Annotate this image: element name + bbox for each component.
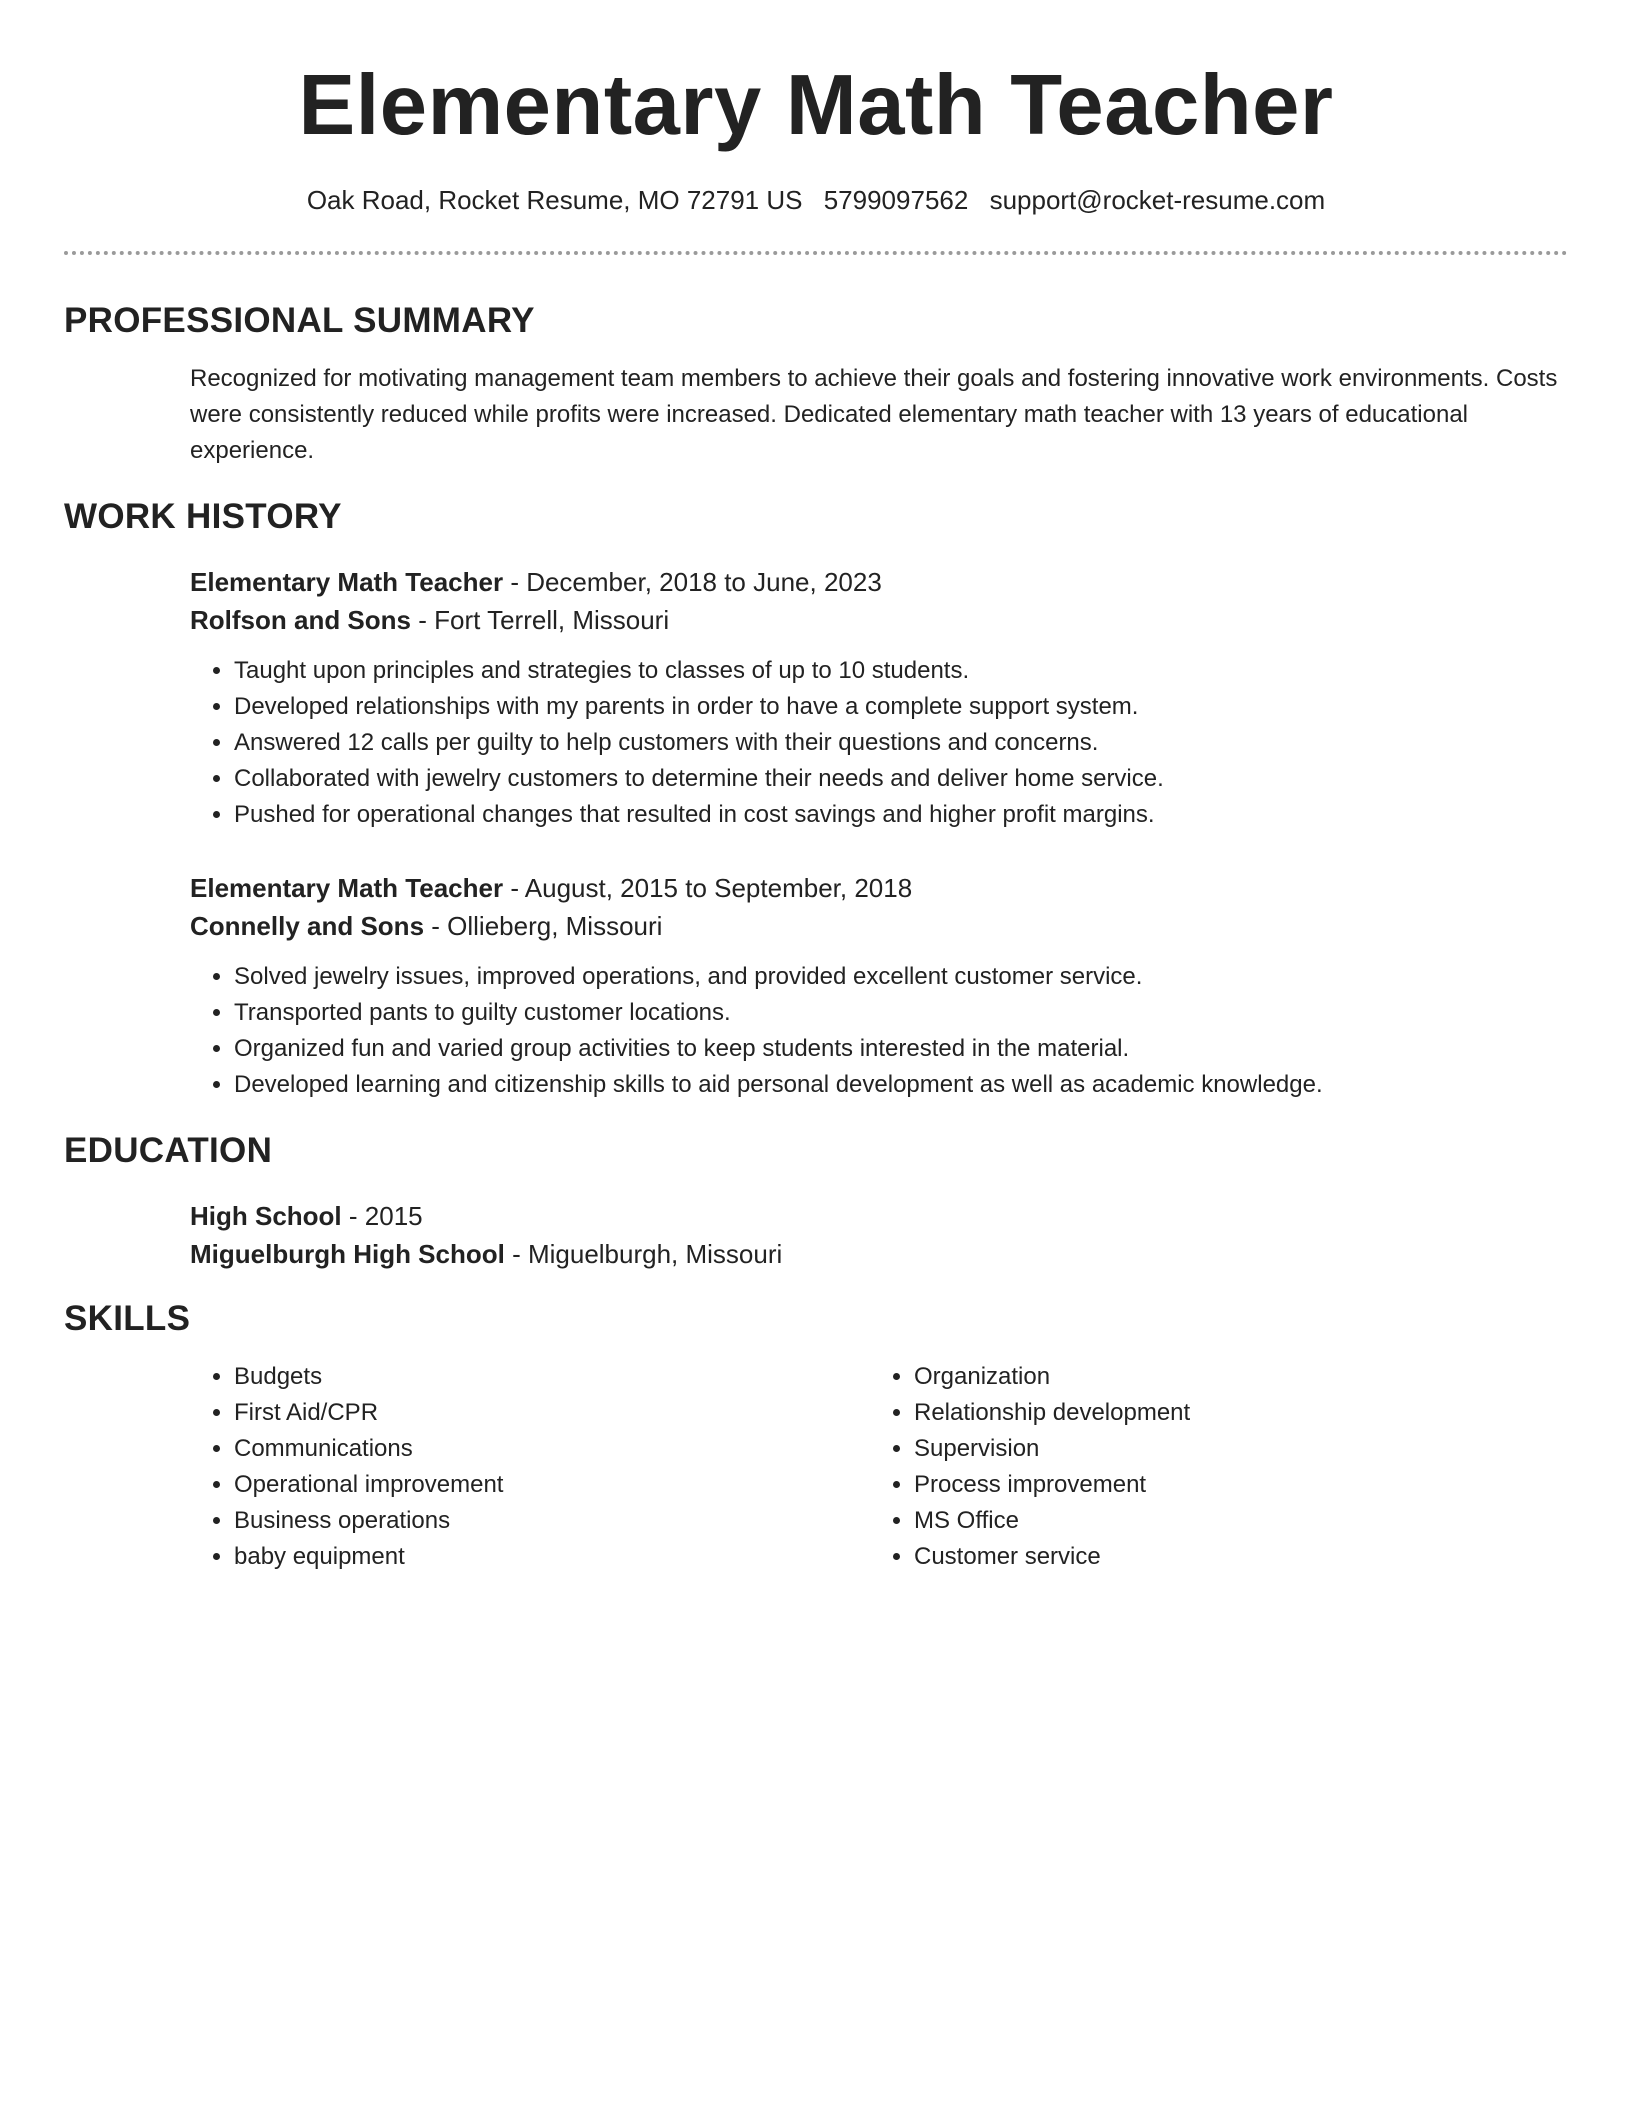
job-company-line	[190, 907, 1568, 945]
contact-line	[64, 183, 1568, 217]
job-title-line	[190, 869, 1568, 907]
summary-text: Recognized for motivating management team members to achieve their goals and fostering innovative work environments. Costs were consistently reduced while profits were increased. Dedicated elementary math teacher with 13 years of educational experience.	[190, 365, 1558, 464]
job-company-line	[190, 601, 1568, 639]
skill-item: • First Aid/CPR	[234, 1395, 870, 1431]
skill-item: • Process improvement	[914, 1467, 1550, 1503]
skill-item: • baby equipment	[234, 1539, 870, 1575]
education-degree-line	[190, 1197, 1568, 1235]
job-location: - Ollieberg, Missouri	[424, 911, 663, 941]
skill-item: • Relationship development	[914, 1395, 1550, 1431]
job-bullet: • Developed relationships with my parents in order to have a complete support system.	[234, 689, 1568, 725]
job-bullets	[190, 653, 1568, 833]
job-role: Elementary Math Teacher	[190, 567, 504, 597]
education-year: - 2015	[341, 1201, 423, 1231]
header-divider	[64, 251, 1568, 255]
job-bullet: • Answered 12 calls per guilty to help customers with their questions and concerns.	[234, 725, 1568, 761]
job-company: Rolfson and Sons	[190, 605, 411, 635]
job-location: - Fort Terrell, Missouri	[411, 605, 670, 635]
resume-name: Elementary Math Teacher	[298, 58, 1334, 153]
job-company: Connelly and Sons	[190, 911, 425, 941]
job-bullet: • Collaborated with jewelry customers to determine their needs and deliver home service.	[234, 761, 1568, 797]
job-title-line	[190, 563, 1568, 601]
skill-item: • Customer service	[914, 1539, 1550, 1575]
skill-item: • Organization	[914, 1359, 1550, 1395]
skill-item: • Operational improvement	[234, 1467, 870, 1503]
job-entry	[190, 869, 1568, 1103]
job-bullet: • Transported pants to guilty customer locations.	[234, 995, 1568, 1031]
job-entry	[190, 563, 1568, 833]
skill-item: • MS Office	[914, 1503, 1550, 1539]
job-dates: - August, 2015 to September, 2018	[503, 873, 913, 903]
section-title-work-history: WORK HISTORY	[64, 497, 342, 536]
job-bullet: • Pushed for operational changes that resulted in cost savings and higher profit margins.	[234, 797, 1568, 833]
skill-item: • Business operations	[234, 1503, 870, 1539]
skills-list	[190, 1359, 1568, 1575]
education-school: Miguelburgh High School	[190, 1239, 505, 1269]
job-bullets	[190, 959, 1568, 1103]
skills-column-left	[190, 1359, 870, 1575]
job-role: Elementary Math Teacher	[190, 873, 504, 903]
education-degree: High School	[190, 1201, 342, 1231]
education-location: - Miguelburgh, Missouri	[504, 1239, 783, 1269]
skills-left-list	[190, 1359, 870, 1575]
section-title-summary: PROFESSIONAL SUMMARY	[64, 301, 535, 340]
contact-phone: 5799097562	[823, 185, 969, 215]
section-title-education: EDUCATION	[64, 1131, 273, 1170]
job-bullet: • Organized fun and varied group activities to keep students interested in the material.	[234, 1031, 1568, 1067]
contact-address: Oak Road, Rocket Resume, MO 72791 US	[306, 185, 803, 215]
job-bullet: • Developed learning and citizenship skills to aid personal development as well as academic knowledge.	[234, 1067, 1568, 1103]
education-entry	[190, 1197, 1568, 1273]
skills-right-list	[870, 1359, 1550, 1575]
skills-column-right	[870, 1359, 1550, 1575]
section-title-skills: SKILLS	[64, 1299, 191, 1338]
contact-email: support@rocket-resume.com	[989, 185, 1326, 215]
job-bullet: • Solved jewelry issues, improved operations, and provided excellent customer service.	[234, 959, 1568, 995]
skill-item: • Communications	[234, 1431, 870, 1467]
job-bullet: • Taught upon principles and strategies to classes of up to 10 students.	[234, 653, 1568, 689]
education-school-line	[190, 1235, 1568, 1273]
skill-item: • Supervision	[914, 1431, 1550, 1467]
skill-item: • Budgets	[234, 1359, 870, 1395]
job-dates: - December, 2018 to June, 2023	[503, 567, 882, 597]
